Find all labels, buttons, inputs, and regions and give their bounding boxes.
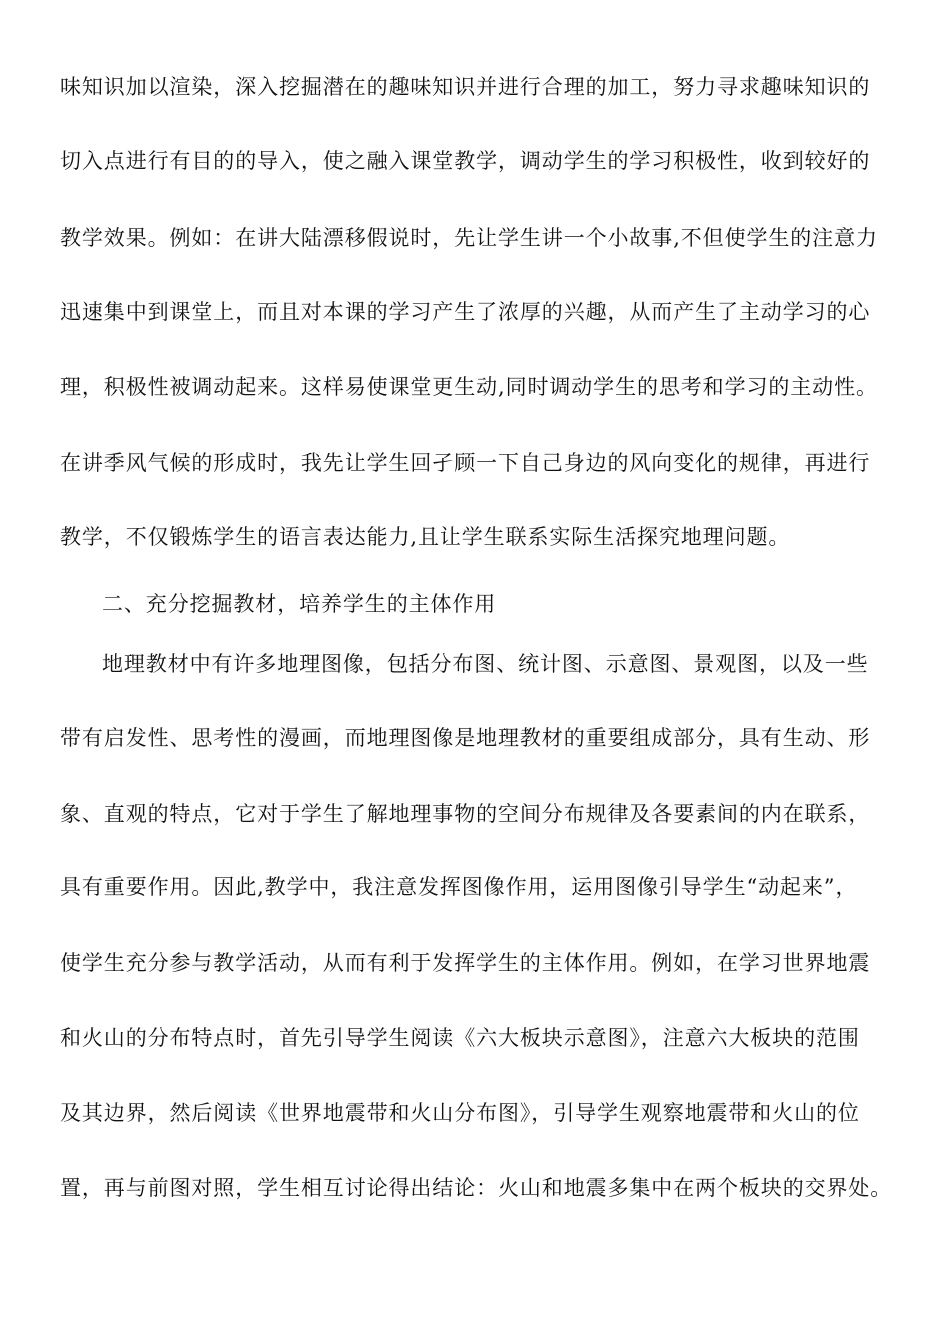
paragraph-2-line-8: 置，再与前图对照，学生相互讨论得出结论：火山和地震多集中在两个板块的交界处。 bbox=[60, 1176, 893, 1200]
paragraph-2-line-6: 和火山的分布特点时，首先引导学生阅读《六大板块示意图》，注意六大板块的范围 bbox=[60, 1026, 860, 1050]
paragraph-2-line-5: 使学生充分参与教学活动，从而有利于发挥学生的主体作用。例如，在学习世界地震 bbox=[60, 951, 871, 975]
paragraph-1-line-7: 教学，不仅锻炼学生的语言表达能力,且让学生联系实际生活探究地理问题。 bbox=[60, 525, 791, 549]
paragraph-1-line-3: 教学效果。例如：在讲大陆漂移假说时，先让学生讲一个小故事,不但使学生的注意力 bbox=[60, 226, 878, 250]
section-heading: 二、充分挖掘教材，培养学生的主体作用 bbox=[102, 592, 497, 616]
paragraph-1-line-1: 味知识加以渲染，深入挖掘潜在的趣味知识并进行合理的加工，努力寻求趣味知识的 bbox=[60, 75, 871, 99]
paragraph-1-line-2: 切入点进行有目的的导入，使之融入课堂教学，调动学生的学习积极性，收到较好的 bbox=[60, 149, 871, 173]
paragraph-1-line-4: 迅速集中到课堂上，而且对本课的学习产生了浓厚的兴趣，从而产生了主动学习的心 bbox=[60, 300, 871, 324]
paragraph-2-line-1: 地理教材中有许多地理图像，包括分布图、统计图、示意图、景观图，以及一些 bbox=[102, 652, 869, 676]
paragraph-1-line-5: 理，积极性被调动起来。这样易使课堂更生动,同时调动学生的思考和学习的主动性。 bbox=[60, 375, 878, 399]
paragraph-2-line-7: 及其边界，然后阅读《世界地震带和火山分布图》，引导学生观察地震带和火山的位 bbox=[60, 1101, 860, 1125]
paragraph-1-line-6: 在讲季风气候的形成时，我先让学生回孑顾一下自己身边的风向变化的规律，再进行 bbox=[60, 451, 871, 475]
paragraph-2-line-2: 带有启发性、思考性的漫画，而地理图像是地理教材的重要组成部分，具有生动、形 bbox=[60, 726, 871, 750]
paragraph-2-line-3: 象、直观的特点，它对于学生了解地理事物的空间分布规律及各要素间的内在联系， bbox=[60, 802, 871, 826]
paragraph-2-line-4: 具有重要作用。因此,教学中，我注意发挥图像作用，运用图像引导学生“动起来”， bbox=[60, 875, 858, 899]
